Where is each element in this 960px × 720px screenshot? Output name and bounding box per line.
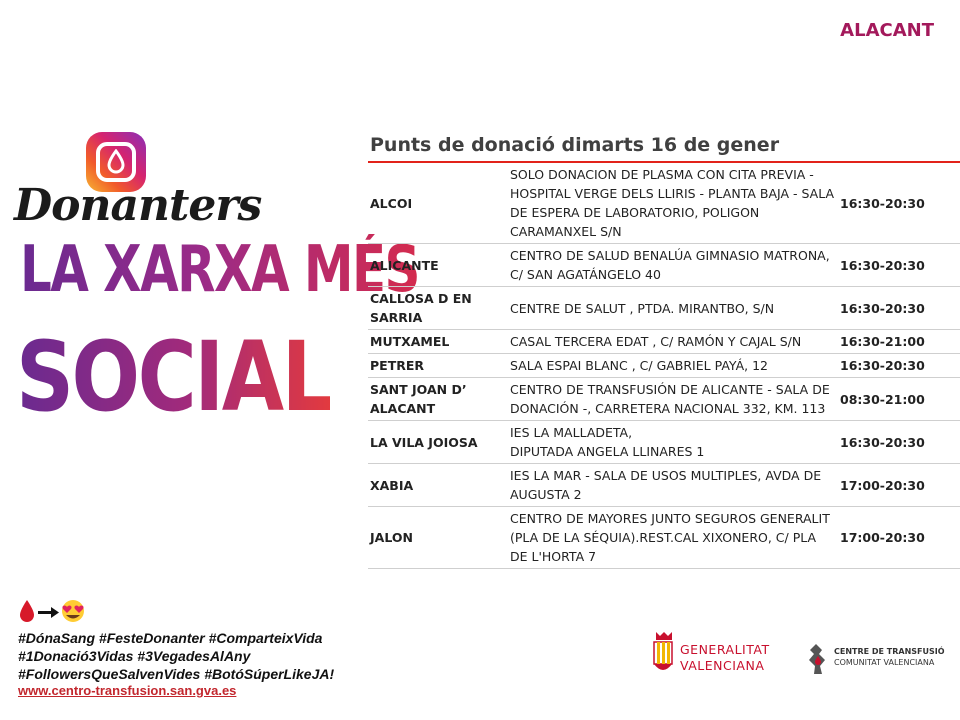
place-cell: IES LA MALLADETA, DIPUTADA ANGELA LLINARES 1 [508,421,838,464]
ct-name-line2: COMUNITAT VALENCIANA [834,658,935,667]
generalitat-emblem-icon [650,630,676,678]
brand-wordmark: Donanters [14,180,262,231]
place-cell: CENTRO DE MAYORES JUNTO SEGUROS GENERALIT (PLA DE LA SÉQUIA).REST.CAL XIXONERO, C/ PLA DE L'HORTA 7 [508,507,838,569]
region-title: ALACANT [840,20,934,41]
hours-cell: 16:30-20:30 [838,244,960,287]
transfusion-centre-logo [806,642,946,676]
place-cell: CENTRO DE SALUD BENALÚA GIMNASIO MATRONA, C/ SAN AGATÁNGELO 40 [508,244,838,287]
hashtag-line: #1Donació3Vidas #3VegadesAlAny [18,648,251,664]
hours-cell: 08:30-21:00 [838,378,960,421]
blood-drop-icon [20,600,34,622]
place-cell: CASAL TERCERA EDAT , C/ RAMÓN Y CAJAL S/N [508,330,838,354]
table-row [368,421,960,464]
hours-cell: 16:30-20:30 [838,421,960,464]
table-row [368,163,960,244]
hashtag-line: #FollowersQueSalvenVides #BotóSúperLikeJA! [18,666,335,682]
town-cell: JALON [368,507,508,569]
generalitat-name-line2: VALENCIANA [680,658,765,673]
place-cell: SALA ESPAI BLANC , C/ GABRIEL PAYÁ, 12 [508,354,838,378]
place-cell: CENTRE DE SALUT , PTDA. MIRANTBO, S/N [508,287,838,330]
town-cell: XABIA [368,464,508,507]
town-cell: MUTXAMEL [368,330,508,354]
table-row [368,378,960,421]
table-row [368,244,960,287]
hours-cell: 16:30-21:00 [838,330,960,354]
town-cell: ALICANTE [368,244,508,287]
place-cell: SOLO DONACION DE PLASMA CON CITA PREVIA - HOSPITAL VERGE DELS LLIRIS - PLANTA BAJA - SALA DE ESPERA DE LABORATORIO, POLIGON CARAMANXEL S/N [508,163,838,244]
generalitat-name-line1: GENERALITAT [680,642,770,657]
arrow-right-icon [38,607,59,618]
hours-cell: 16:30-20:30 [838,354,960,378]
donation-points-table [368,163,960,569]
hours-cell: 16:30-20:30 [838,287,960,330]
hashtags-block [18,629,334,683]
generalitat-logo [650,630,790,680]
town-cell: LA VILA JOIOSA [368,421,508,464]
transfusion-centre-emblem-icon [806,642,830,676]
drop-arrow-emoji-row [18,598,98,624]
slogan-line-2: SOCIAL [16,321,331,433]
ct-name-line1: CENTRE DE TRANSFUSIÓ [834,647,945,656]
place-cell: IES LA MAR - SALA DE USOS MULTIPLES, AVDA DE AUGUSTA 2 [508,464,838,507]
hours-cell: 16:30-20:30 [838,163,960,244]
heart-eyes-emoji-icon [62,600,84,622]
slogan-part-1: LA XARXA [20,233,289,307]
hours-cell: 17:00-20:30 [838,464,960,507]
table-row [368,287,960,330]
table-title: Punts de donació dimarts 16 de gener [370,134,780,156]
table-row [368,507,960,569]
slogan-part-2: MÉS [303,233,419,307]
town-cell: CALLOSA D EN SARRIA [368,287,508,330]
town-cell: SANT JOAN D’ ALACANT [368,378,508,421]
hashtag-line: #DónaSang #FesteDonanter #ComparteixVida [18,630,323,646]
table-row [368,330,960,354]
table-row [368,354,960,378]
table-row [368,464,960,507]
town-cell: PETRER [368,354,508,378]
town-cell: ALCOI [368,163,508,244]
slogan-line-1 [20,234,419,306]
website-link[interactable]: www.centro-transfusion.san.gva.es [18,683,237,698]
place-cell: CENTRO DE TRANSFUSIÓN DE ALICANTE - SALA DE DONACIÓN -, CARRETERA NACIONAL 332, KM. 113 [508,378,838,421]
hours-cell: 17:00-20:30 [838,507,960,569]
